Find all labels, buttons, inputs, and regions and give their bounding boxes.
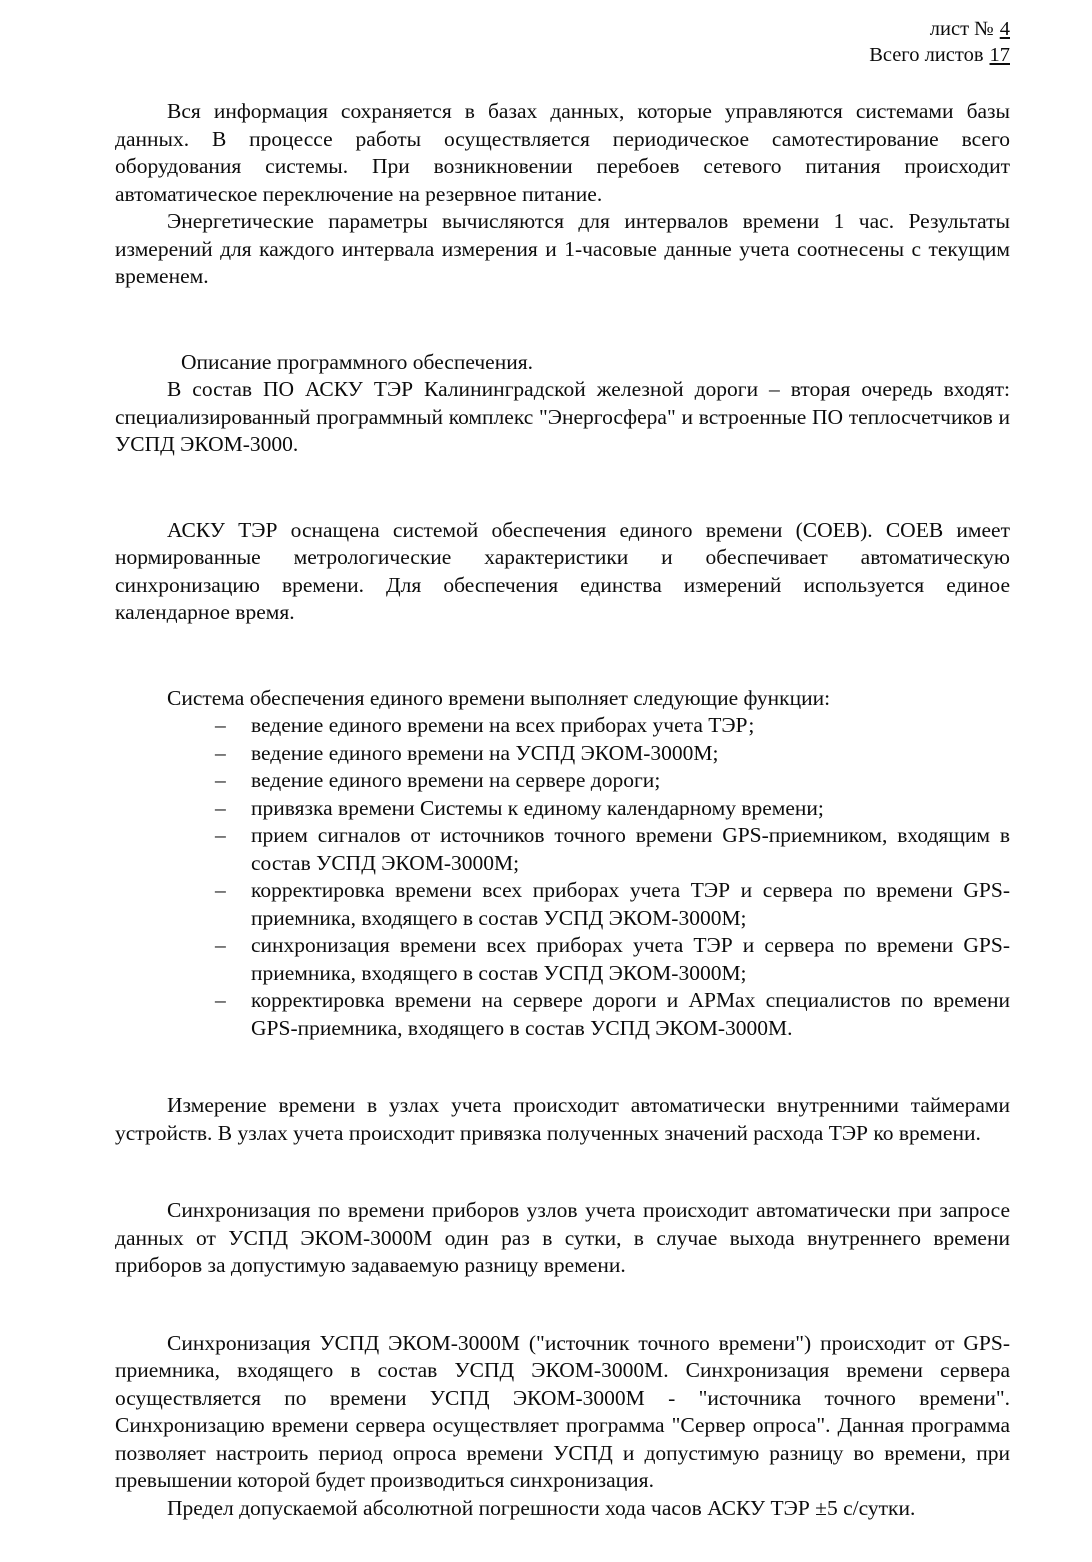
list-item <box>215 795 1010 823</box>
paragraph-databases: Вся информация сохраняется в базах данных, которые управляются системами базы данных. В процессе работы осуществляется периодическое самотестирование всего оборудования системы. При возникновении перебоев сетевого питания происходит автоматическое переключение на резервное питание. <box>115 99 1010 206</box>
dash-marker: – <box>215 795 226 820</box>
sheet-number-line <box>115 16 1010 42</box>
paragraph-soev: АСКУ ТЭР оснащена системой обеспечения единого времени (СОЕВ). СОЕВ имеет нормированные метрологические характеристики и обеспечивает автоматическую синхронизацию времени. Для обеспечения единства измерений используется единое календарное время. <box>115 517 1010 624</box>
dash-marker: – <box>215 823 226 847</box>
dash-marker: – <box>215 933 226 957</box>
list-item <box>215 877 1010 932</box>
document-body <box>115 98 1010 1522</box>
list-item-text: прием сигналов от источников точного времени GPS-приемником, входящим в состав УСПД ЭКОМ-3000М; <box>251 823 1010 875</box>
list-item-text: привязка времени Системы к единому календарному времени; <box>251 795 824 820</box>
total-sheets-number: 17 <box>989 44 1010 66</box>
paragraph-sync-devices: Синхронизация по времени приборов узлов учета происходит автоматически при запросе данных от УСПД ЭКОМ-3000М один раз в сутки, в случае выхода внутреннего времени приборов за допустимую задаваемую разницу времени. <box>115 1198 1010 1277</box>
paragraph-sync-uspd: Синхронизация УСПД ЭКОМ-3000М ("источник точного времени") происходит от GPS-приемника, входящего в состав УСПД ЭКОМ-3000М. Синхронизация времени сервера осуществляется по времени УСПД ЭКОМ-3000М - "источника точного времени". Синхронизацию времени сервера осуществляет программа "Сервер опроса". Данная программа позволяет настроить период опроса времени УСПД и допустимую разницу во времени, при превышении которой будет производиться синхронизация. <box>115 1330 1010 1492</box>
dash-marker: – <box>215 878 226 902</box>
list-item <box>215 987 1010 1042</box>
list-item-text: синхронизация времени всех приборах учета ТЭР и сервера по времени GPS-приемника, входящего в состав УСПД ЭКОМ-3000М; <box>251 933 1010 985</box>
functions-list <box>215 712 1010 1042</box>
section-heading-software: Описание программного обеспечения. <box>181 349 533 374</box>
list-item <box>215 822 1010 877</box>
list-item-text: корректировка времени на сервере дороги и АРМах специалистов по времени GPS-приемника, входящего в состав УСПД ЭКОМ-3000М. <box>251 988 1010 1040</box>
total-sheets-label: Всего листов <box>869 44 984 66</box>
paragraph-software-composition: В состав ПО АСКУ ТЭР Калининградской железной дороги – вторая очередь входят: специализированный программный комплекс "Энергосфера" и встроенные ПО теплосчетчиков и УСПД ЭКОМ-3000. <box>115 377 1010 456</box>
paragraph-functions-intro: Система обеспечения единого времени выполняет следующие функции: <box>167 685 831 710</box>
dash-marker: – <box>215 988 226 1012</box>
list-item-text: ведение единого времени на УСПД ЭКОМ-3000М; <box>251 740 719 765</box>
sheet-label: лист № <box>929 18 994 40</box>
sheet-number: 4 <box>999 18 1010 40</box>
dash-marker: – <box>215 713 226 737</box>
list-item-text: корректировка времени всех приборах учета ТЭР и сервера по времени GPS-приемника, входящего в состав УСПД ЭКОМ-3000М; <box>251 878 1010 930</box>
list-item <box>215 767 1010 795</box>
total-sheets-line <box>115 42 1010 68</box>
list-item-text: ведение единого времени на сервере дороги; <box>251 768 661 792</box>
dash-marker: – <box>215 740 226 765</box>
dash-marker: – <box>215 768 226 792</box>
paragraph-time-measurement: Измерение времени в узлах учета происходит автоматически внутренними таймерами устройств. В узлах учета происходит привязка полученных значений расхода ТЭР ко времени. <box>115 1093 1010 1145</box>
list-item-text: ведение единого времени на всех приборах учета ТЭР; <box>251 713 755 737</box>
list-item <box>215 740 1010 768</box>
page-header <box>115 16 1010 68</box>
list-item <box>215 932 1010 987</box>
paragraph-accuracy-limit: Предел допускаемой абсолютной погрешности хода часов АСКУ ТЭР ±5 с/сутки. <box>167 1495 916 1520</box>
list-item <box>215 712 1010 740</box>
paragraph-energy-parameters: Энергетические параметры вычисляются для интервалов времени 1 час. Результаты измерений для каждого интервала измерения и 1-часовые данные учета соотнесены с текущим временем. <box>115 209 1010 288</box>
